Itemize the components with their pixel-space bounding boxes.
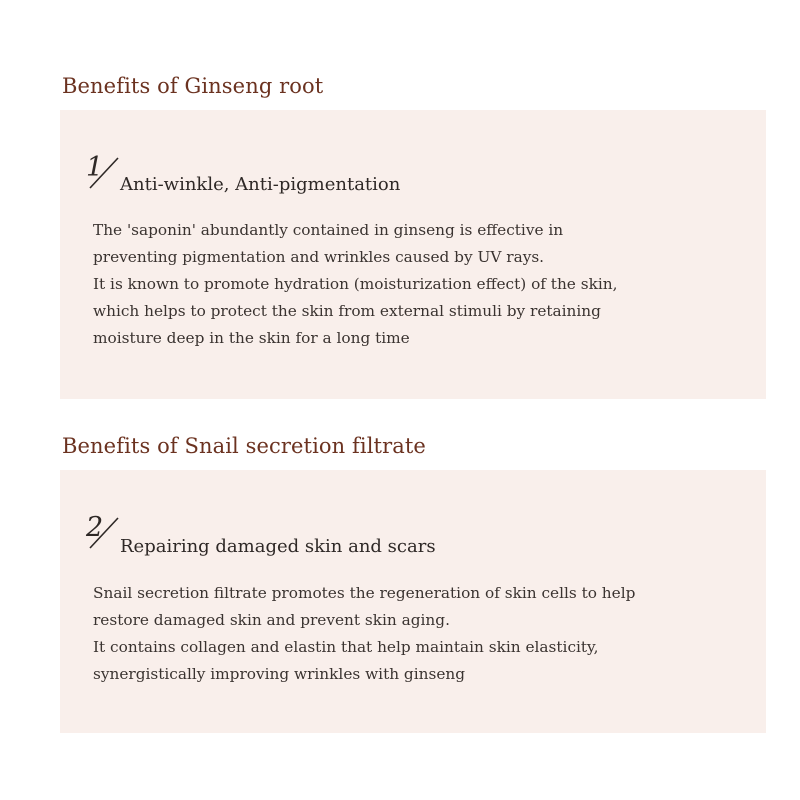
number-mark [84, 154, 122, 194]
description-line: restore damaged skin and prevent skin aging. [93, 611, 450, 629]
number-mark [84, 514, 122, 554]
benefit-panel-snail [60, 470, 766, 733]
description-line: preventing pigmentation and wrinkles caused by UV rays. [93, 248, 545, 266]
description-line: It contains collagen and elastin that help maintain skin elasticity, [93, 638, 599, 656]
benefit-heading: Anti-winkle, Anti-pigmentation [120, 174, 401, 195]
slash-icon [84, 514, 122, 554]
section-title-snail: Benefits of Snail secretion filtrate [62, 434, 426, 458]
description-line: which helps to protect the skin from external stimuli by retaining [93, 302, 601, 320]
section-title-ginseng: Benefits of Ginseng root [62, 74, 324, 98]
description-line: Snail secretion filtrate promotes the regeneration of skin cells to help [93, 584, 636, 602]
slash-icon [84, 154, 122, 194]
description-line: moisture deep in the skin for a long time [93, 329, 410, 347]
benefit-description [93, 580, 753, 688]
benefit-panel-ginseng [60, 110, 766, 399]
benefit-number: 1 [86, 152, 104, 183]
benefit-heading: Repairing damaged skin and scars [120, 536, 436, 557]
description-line: synergistically improving wrinkles with ginseng [93, 665, 466, 683]
description-line: It is known to promote hydration (moisturization effect) of the skin, [93, 275, 618, 293]
description-line: The 'saponin' abundantly contained in ginseng is effective in [93, 221, 564, 239]
benefit-number: 2 [86, 512, 104, 543]
benefit-description [93, 217, 753, 352]
